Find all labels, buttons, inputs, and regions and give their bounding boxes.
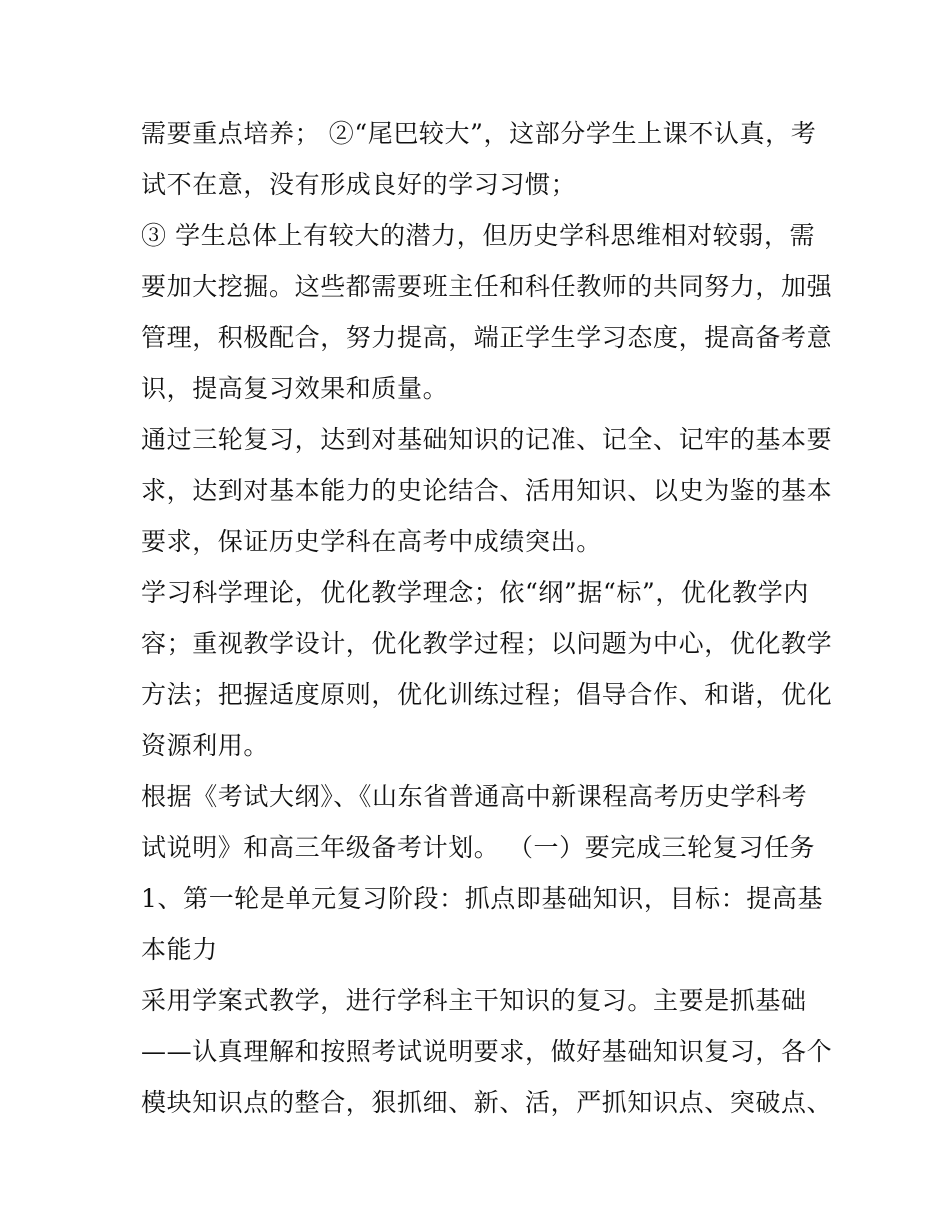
text-line: 采用学案式教学，进行学科主干知识的复习。主要是抓基础	[141, 986, 807, 1015]
text-line: 试说明》和高三年级备考计划。 （一）要完成三轮复习任务	[141, 833, 816, 862]
text-line: 本能力	[141, 935, 218, 964]
text-line: ③ 学生总体上有较大的潜力，但历史学科思维相对较弱，需	[141, 221, 816, 250]
body-text	[141, 108, 831, 1128]
text-line: 模块知识点的整合，狠抓细、新、活，严抓知识点、突破点、	[141, 1088, 833, 1117]
text-line: 要求，保证历史学科在高考中成绩突出。	[141, 527, 602, 556]
text-line: 识，提高复习效果和质量。	[141, 374, 449, 403]
text-line: 1、第一轮是单元复习阶段：抓点即基础知识，目标：提高基	[141, 884, 824, 913]
text-line: 试不在意，没有形成良好的学习习惯；	[141, 170, 577, 199]
text-line: 管理，积极配合，努力提高，端正学生学习态度，提高备考意	[141, 323, 833, 352]
text-line: 容；重视教学设计，优化教学过程；以问题为中心，优化教学	[141, 629, 833, 658]
text-line: 资源利用。	[141, 731, 270, 760]
text-line: 根据《考试大纲》、《山东省普通高中新课程高考历史学科考	[141, 782, 808, 811]
text-line: 要加大挖掘。这些都需要班主任和科任教师的共同努力，加强	[141, 272, 833, 301]
text-line: 通过三轮复习，达到对基础知识的记准、记全、记牢的基本要	[141, 425, 833, 454]
text-line: 学习科学理论，优化教学理念；依“纲”据“标”，优化教学内	[141, 578, 809, 607]
text-line: 需要重点培养； ②“尾巴较大”，这部分学生上课不认真，考	[141, 119, 817, 148]
text-line: 方法；把握适度原则，优化训练过程；倡导合作、和谐，优化	[141, 680, 833, 709]
text-line: ——认真理解和按照考试说明要求，做好基础知识复习，各个	[141, 1037, 833, 1066]
text-line: 求，达到对基本能力的史论结合、活用知识、以史为鉴的基本	[141, 476, 833, 505]
